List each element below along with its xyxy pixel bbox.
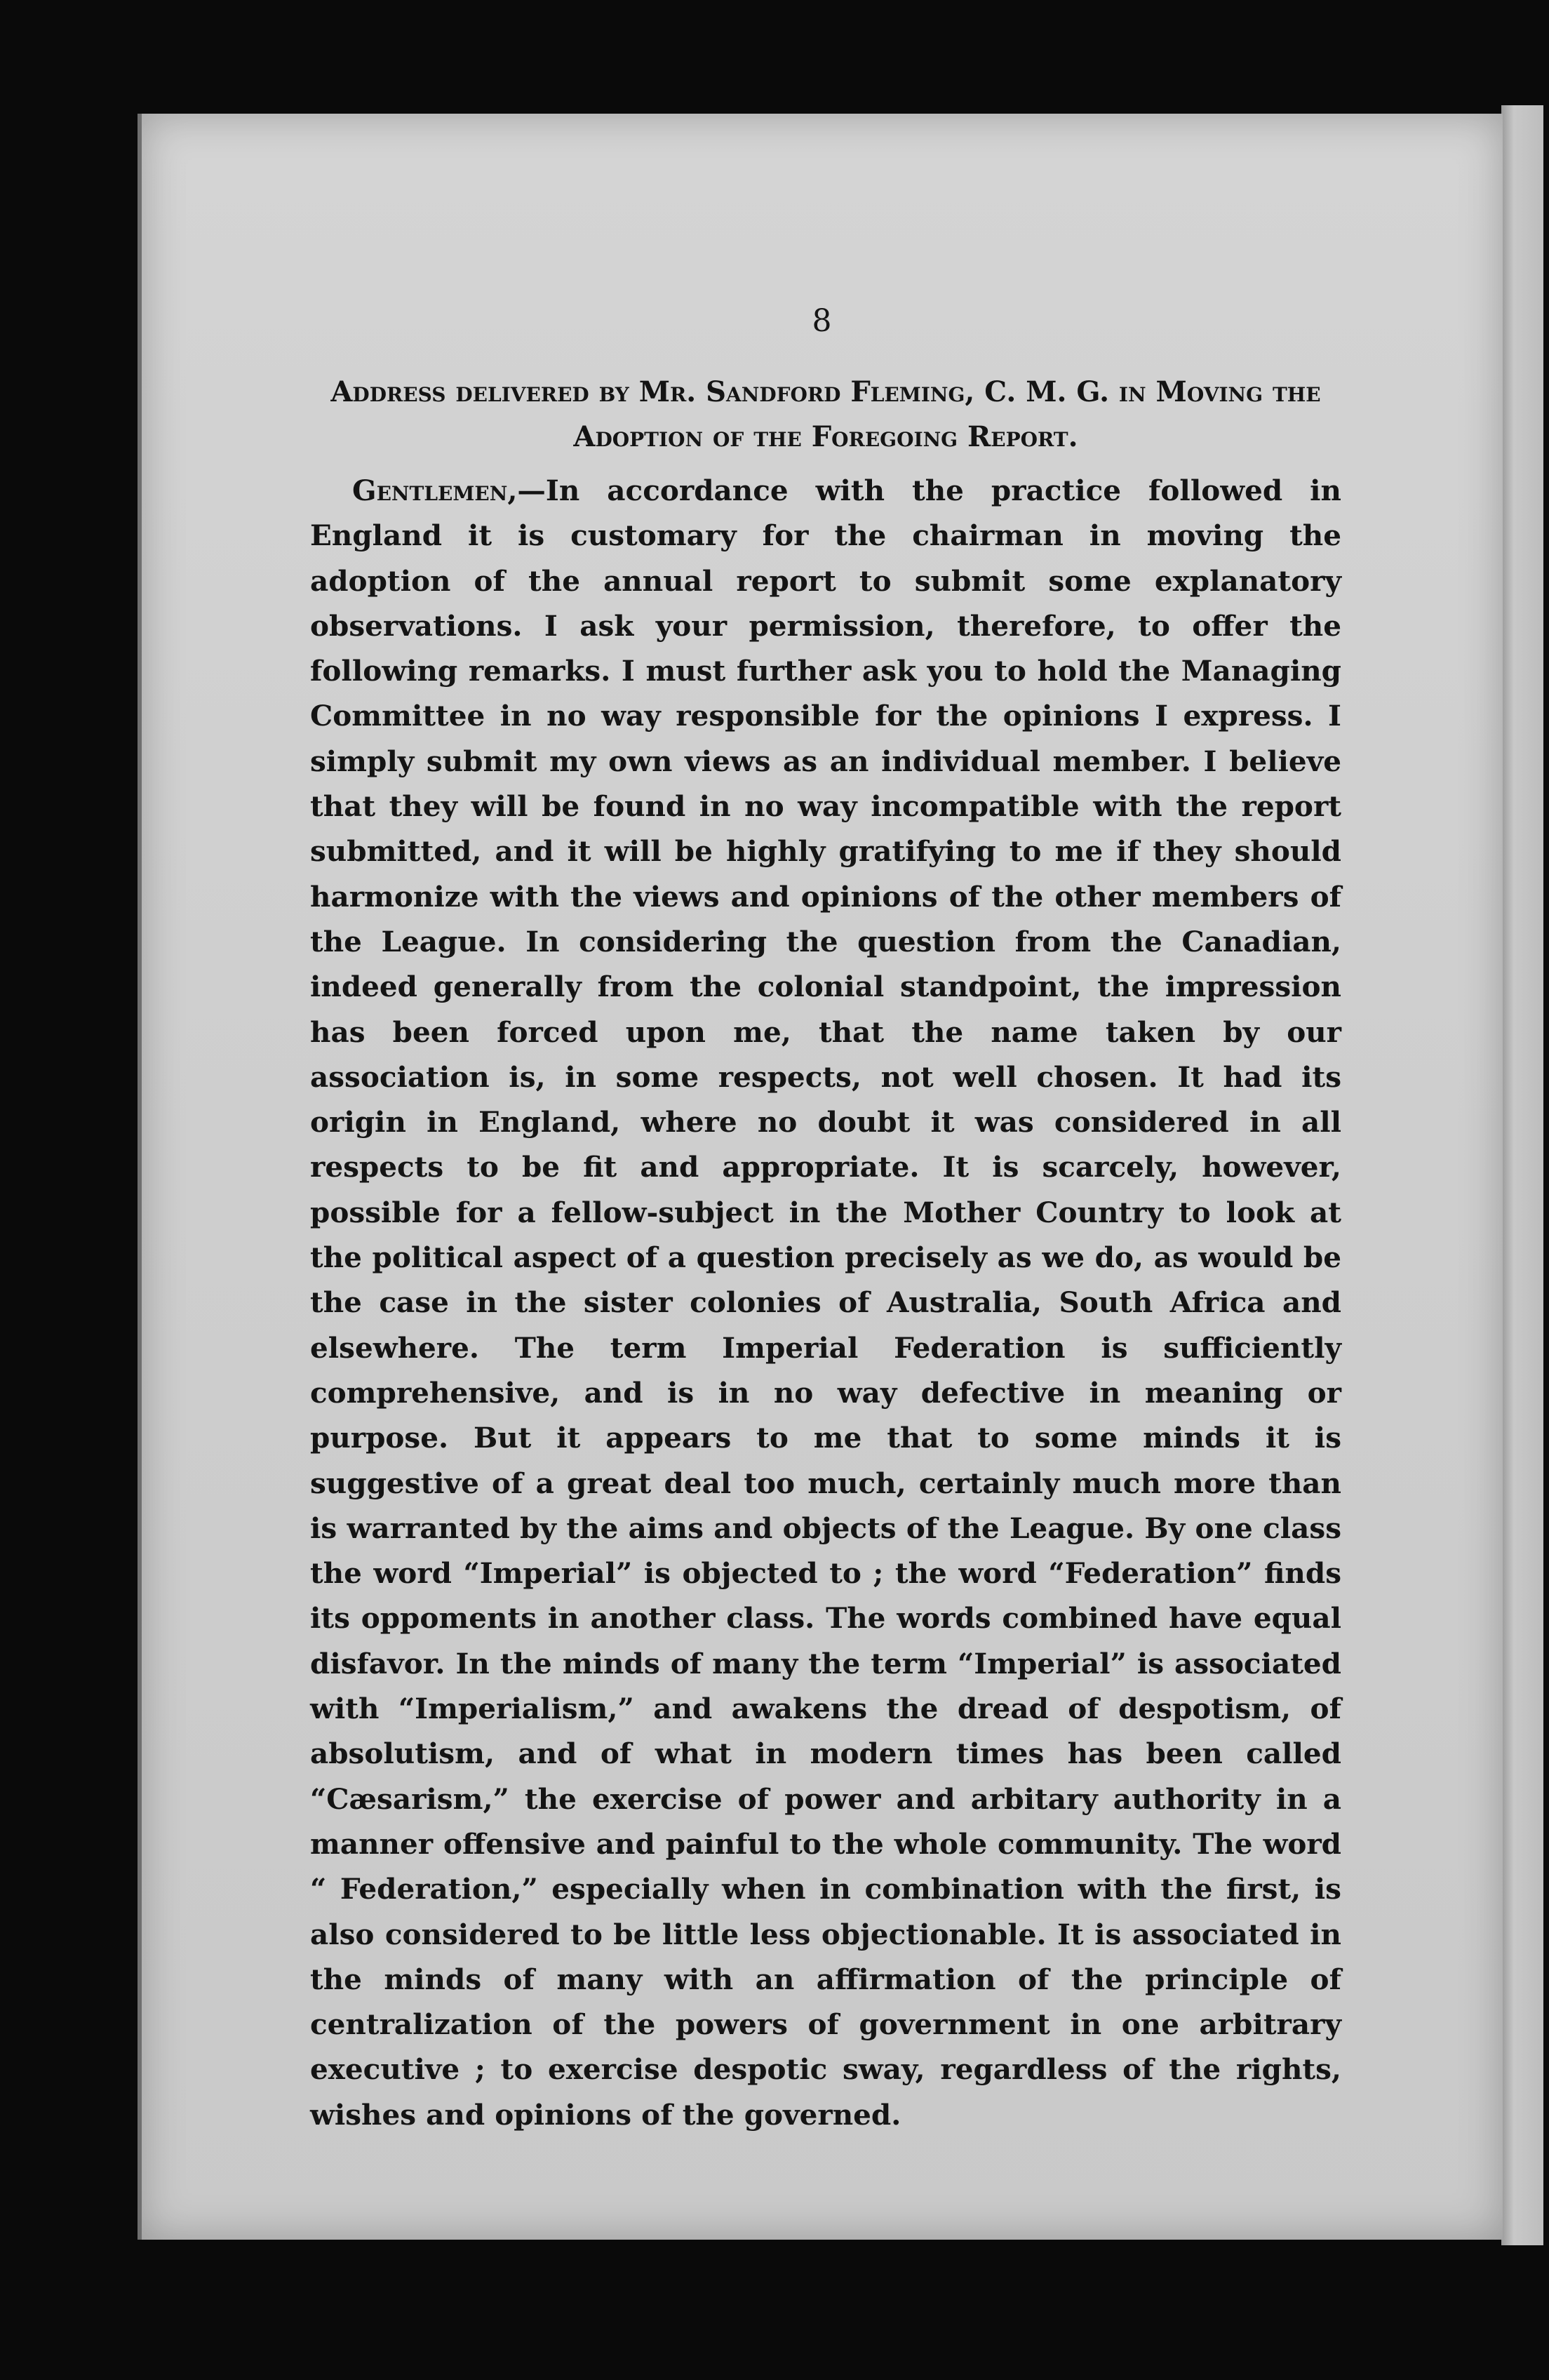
document-page: [138, 114, 1503, 2240]
paragraph-text: —In accordance with the practice followed in England it is customary for the chairman in moving the adoption of the annual report to submit some explanatory observations. I ask your permission, therefore, to offer the following remarks. I must further ask you to hold the Managing Committee in no way responsible for the opinions I express. I simply submit my own views as an individual member. I believe that they will be found in no way incompatible with the report submitted, and it will be highly gratifying to me if they should harmonize with the views and opinions of the other members of the League. In considering the question from the Canadian, indeed generally from the colonial standpoint, the impression has been forced upon me, that the name taken by our association is, in some respects, not well chosen. It had its origin in England, where no doubt it was considered in all respects to be fit and appropriate. It is scarcely, however, possible for a fellow-subject in the Mother Country to look at the political aspect of a question precisely as we do, as would be the case in the sister colonies of Australia, South Africa and elsewhere. The term Imperial Federation is sufficiently comprehensive, and is in no way defective in meaning or purpose. But it appears to me that to some minds it is suggestive of a great deal too much, certainly much more than is warranted by the aims and objects of the League. By one class the word “Imperial” is objected to ; the word “Federation” finds its oppoments in another class. The words combined have equal disfavor. In the minds of many the term “Imperial” is associated with “Imperialism,” and awakens the dread of despotism, of absolutism, and of what in modern times has been called “Cæsarism,” the exercise of power and arbitary authority in a manner offensive and painful to the whole community. The word “ Federation,” especially when in combination with the first, is also considered to be little less objectionable. It is associated in the minds of many with an affirmation of the principle of centralization of the powers of government in one arbitrary executive ; to exercise despotic sway, regardless of the rights, wishes and opinions of the governed.: [310, 474, 1341, 2132]
salutation: Gentlemen,: [352, 474, 518, 507]
page-number: 8: [812, 303, 833, 339]
body-paragraph: [310, 468, 1341, 2137]
page-heading: Address delivered by Mr. Sandford Fleming, C. M. G. in Moving the Adoption of the Foregoing Report.: [330, 375, 1321, 453]
adjacent-page-edge: [1501, 105, 1543, 2245]
